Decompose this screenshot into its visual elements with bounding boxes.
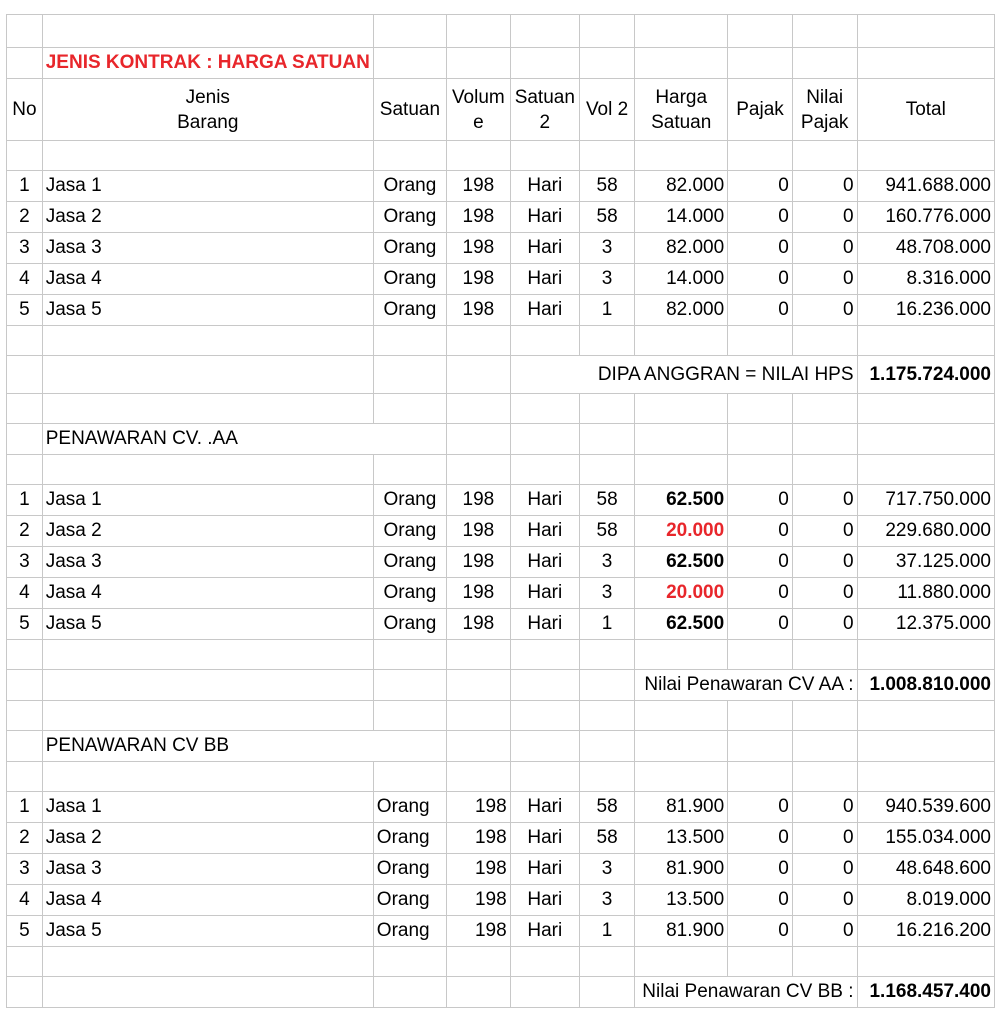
empty-row (7, 701, 995, 731)
cell-nilai-pajak: 0 (792, 823, 857, 854)
cell-total: 48.708.000 (857, 233, 994, 264)
cell-jenis-barang: Jasa 4 (42, 578, 373, 609)
cell-satuan: Orang (373, 916, 446, 947)
cell-satuan-2: Hari (510, 823, 579, 854)
cell-pajak: 0 (728, 171, 793, 202)
cell-vol-2: 3 (579, 264, 634, 295)
empty-row (7, 455, 995, 485)
empty-row (7, 141, 995, 171)
cv-bb-summary-label: Nilai Penawaran CV BB : (635, 977, 857, 1008)
empty-row (7, 640, 995, 670)
header-satuan: Satuan (373, 79, 446, 141)
cell-satuan-2: Hari (510, 792, 579, 823)
cell-jenis-barang: Jasa 2 (42, 516, 373, 547)
cell-vol-2: 58 (579, 171, 634, 202)
cell-vol-2: 3 (579, 885, 634, 916)
cell-pajak: 0 (728, 264, 793, 295)
cell-volume: 198 (447, 233, 511, 264)
cell-volume: 198 (447, 609, 511, 640)
cell-satuan: Orang (373, 295, 446, 326)
empty-row (7, 326, 995, 356)
cell-satuan: Orang (373, 578, 446, 609)
cell-satuan: Orang (373, 233, 446, 264)
cell-total: 16.216.200 (857, 916, 994, 947)
cell-no: 4 (7, 578, 43, 609)
empty-row (7, 15, 995, 48)
cell-jenis-barang: Jasa 4 (42, 264, 373, 295)
table-row (7, 485, 995, 516)
cell-jenis-barang: Jasa 4 (42, 885, 373, 916)
cell-total: 160.776.000 (857, 202, 994, 233)
table-row (7, 854, 995, 885)
cell-nilai-pajak: 0 (792, 578, 857, 609)
cell-volume: 198 (447, 295, 511, 326)
header-satuan-2: Satuan 2 (510, 79, 579, 141)
header-harga-satuan: Harga Satuan (635, 79, 728, 141)
cv-aa-summary-row (7, 670, 995, 701)
table-row (7, 202, 995, 233)
header-pajak: Pajak (728, 79, 793, 141)
table-row (7, 547, 995, 578)
cell-satuan-2: Hari (510, 609, 579, 640)
cell-vol-2: 58 (579, 516, 634, 547)
cell-nilai-pajak: 0 (792, 264, 857, 295)
cell-no: 5 (7, 295, 43, 326)
cell-vol-2: 3 (579, 547, 634, 578)
cell-harga-satuan: 62.500 (635, 547, 728, 578)
cell-volume: 198 (447, 171, 511, 202)
cell-harga-satuan: 82.000 (635, 295, 728, 326)
cell-pajak: 0 (728, 516, 793, 547)
cell-no: 4 (7, 885, 43, 916)
hps-summary-row (7, 356, 995, 394)
cell-total: 37.125.000 (857, 547, 994, 578)
cell-satuan-2: Hari (510, 578, 579, 609)
cell-volume: 198 (447, 485, 511, 516)
cell-vol-2: 3 (579, 578, 634, 609)
cell-satuan-2: Hari (510, 295, 579, 326)
cell-harga-satuan: 62.500 (635, 485, 728, 516)
cv-bb-summary-value: 1.168.457.400 (857, 977, 994, 1008)
cell-pajak: 0 (728, 202, 793, 233)
cell-vol-2: 3 (579, 233, 634, 264)
cell-pajak: 0 (728, 295, 793, 326)
cell-total: 155.034.000 (857, 823, 994, 854)
table-row (7, 578, 995, 609)
empty-row (7, 394, 995, 424)
cell-pajak: 0 (728, 792, 793, 823)
cell-total: 229.680.000 (857, 516, 994, 547)
cell-harga-satuan: 13.500 (635, 823, 728, 854)
cell-satuan-2: Hari (510, 885, 579, 916)
cell-satuan-2: Hari (510, 854, 579, 885)
cell-vol-2: 1 (579, 609, 634, 640)
cell-satuan-2: Hari (510, 916, 579, 947)
cell-nilai-pajak: 0 (792, 609, 857, 640)
cell-jenis-barang: Jasa 5 (42, 609, 373, 640)
cv-bb-title: PENAWARAN CV BB (42, 731, 446, 762)
cell-harga-satuan: 62.500 (635, 609, 728, 640)
cell-pajak: 0 (728, 578, 793, 609)
cell-pajak: 0 (728, 823, 793, 854)
cell-jenis-barang: Jasa 1 (42, 171, 373, 202)
cell-nilai-pajak: 0 (792, 516, 857, 547)
cv-aa-title: PENAWARAN CV. .AA (42, 424, 446, 455)
cell-pajak: 0 (728, 547, 793, 578)
cell-nilai-pajak: 0 (792, 295, 857, 326)
table-row (7, 823, 995, 854)
cell-satuan-2: Hari (510, 485, 579, 516)
cell-no: 1 (7, 792, 43, 823)
cell-satuan-2: Hari (510, 171, 579, 202)
hps-summary-label: DIPA ANGGRAN = NILAI HPS (510, 356, 857, 394)
empty-row (7, 947, 995, 977)
cell-nilai-pajak: 0 (792, 233, 857, 264)
cell-jenis-barang: Jasa 3 (42, 547, 373, 578)
cv-aa-title-row (7, 424, 995, 455)
cell-total: 940.539.600 (857, 792, 994, 823)
cell-pajak: 0 (728, 485, 793, 516)
cell-nilai-pajak: 0 (792, 854, 857, 885)
table-row (7, 295, 995, 326)
cell-total: 11.880.000 (857, 578, 994, 609)
cell-harga-satuan: 81.900 (635, 792, 728, 823)
cv-aa-rows (7, 485, 995, 640)
cell-volume: 198 (447, 916, 511, 947)
cell-volume: 198 (447, 547, 511, 578)
cell-pajak: 0 (728, 854, 793, 885)
cell-jenis-barang: Jasa 1 (42, 792, 373, 823)
cell-no: 5 (7, 916, 43, 947)
cell-vol-2: 1 (579, 295, 634, 326)
cell-satuan: Orang (373, 516, 446, 547)
cell-harga-satuan: 14.000 (635, 202, 728, 233)
header-jenis-barang: Jenis Barang (42, 79, 373, 141)
cv-bb-title-row (7, 731, 995, 762)
cell-volume: 198 (447, 516, 511, 547)
cell-total: 16.236.000 (857, 295, 994, 326)
cell-volume: 198 (447, 854, 511, 885)
cell-no: 4 (7, 264, 43, 295)
cell-satuan: Orang (373, 202, 446, 233)
cell-total: 941.688.000 (857, 171, 994, 202)
cell-satuan: Orang (373, 171, 446, 202)
cell-harga-satuan: 14.000 (635, 264, 728, 295)
cell-pajak: 0 (728, 916, 793, 947)
cell-jenis-barang: Jasa 3 (42, 233, 373, 264)
cell-no: 5 (7, 609, 43, 640)
cell-jenis-barang: Jasa 1 (42, 485, 373, 516)
cell-satuan: Orang (373, 792, 446, 823)
cell-satuan: Orang (373, 609, 446, 640)
header-row (7, 79, 995, 141)
cell-jenis-barang: Jasa 5 (42, 916, 373, 947)
cell-volume: 198 (447, 264, 511, 295)
cell-jenis-barang: Jasa 5 (42, 295, 373, 326)
table-row (7, 609, 995, 640)
contract-title: JENIS KONTRAK : HARGA SATUAN (42, 48, 373, 79)
header-nilai-pajak: Nilai Pajak (792, 79, 857, 141)
cell-satuan-2: Hari (510, 264, 579, 295)
table-row (7, 264, 995, 295)
cell-nilai-pajak: 0 (792, 202, 857, 233)
cell-total: 48.648.600 (857, 854, 994, 885)
cell-nilai-pajak: 0 (792, 171, 857, 202)
cell-no: 1 (7, 171, 43, 202)
cell-jenis-barang: Jasa 3 (42, 854, 373, 885)
cell-pajak: 0 (728, 233, 793, 264)
cell-vol-2: 58 (579, 823, 634, 854)
cell-satuan: Orang (373, 854, 446, 885)
table-row (7, 171, 995, 202)
table-row (7, 792, 995, 823)
cell-nilai-pajak: 0 (792, 547, 857, 578)
cell-no: 3 (7, 233, 43, 264)
table-row (7, 916, 995, 947)
cell-no: 3 (7, 854, 43, 885)
cell-nilai-pajak: 0 (792, 485, 857, 516)
cell-no: 2 (7, 202, 43, 233)
cell-no: 1 (7, 485, 43, 516)
cell-satuan: Orang (373, 485, 446, 516)
spreadsheet (6, 14, 995, 1008)
table-row (7, 516, 995, 547)
cell-total: 12.375.000 (857, 609, 994, 640)
cell-nilai-pajak: 0 (792, 792, 857, 823)
cell-no: 3 (7, 547, 43, 578)
header-total: Total (857, 79, 994, 141)
contract-title-row (7, 48, 995, 79)
cell-jenis-barang: Jasa 2 (42, 823, 373, 854)
empty-row (7, 762, 995, 792)
cell-harga-satuan: 81.900 (635, 854, 728, 885)
table-row (7, 885, 995, 916)
table-row (7, 233, 995, 264)
cell-total: 717.750.000 (857, 485, 994, 516)
cell-pajak: 0 (728, 885, 793, 916)
cell-vol-2: 58 (579, 202, 634, 233)
cell-harga-satuan: 20.000 (635, 578, 728, 609)
cell-satuan: Orang (373, 547, 446, 578)
cv-aa-summary-label: Nilai Penawaran CV AA : (635, 670, 857, 701)
hps-rows (7, 171, 995, 326)
header-vol-2: Vol 2 (579, 79, 634, 141)
cell-vol-2: 58 (579, 792, 634, 823)
cell-harga-satuan: 20.000 (635, 516, 728, 547)
header-volume: Volum e (447, 79, 511, 141)
cell-total: 8.019.000 (857, 885, 994, 916)
cell-jenis-barang: Jasa 2 (42, 202, 373, 233)
cell-harga-satuan: 82.000 (635, 233, 728, 264)
cv-bb-rows (7, 792, 995, 947)
cell-satuan-2: Hari (510, 202, 579, 233)
hps-summary-value: 1.175.724.000 (857, 356, 994, 394)
cell-satuan-2: Hari (510, 547, 579, 578)
cell-volume: 198 (447, 578, 511, 609)
cell-satuan-2: Hari (510, 516, 579, 547)
cell-satuan: Orang (373, 823, 446, 854)
cell-harga-satuan: 81.900 (635, 916, 728, 947)
cell-harga-satuan: 82.000 (635, 171, 728, 202)
cell-vol-2: 58 (579, 485, 634, 516)
cell-no: 2 (7, 823, 43, 854)
cv-aa-summary-value: 1.008.810.000 (857, 670, 994, 701)
cell-total: 8.316.000 (857, 264, 994, 295)
header-no: No (7, 79, 43, 141)
cell-volume: 198 (447, 823, 511, 854)
cell-volume: 198 (447, 885, 511, 916)
cell-volume: 198 (447, 202, 511, 233)
cell-nilai-pajak: 0 (792, 916, 857, 947)
cell-satuan: Orang (373, 264, 446, 295)
cell-no: 2 (7, 516, 43, 547)
cell-nilai-pajak: 0 (792, 885, 857, 916)
cell-volume: 198 (447, 792, 511, 823)
cell-harga-satuan: 13.500 (635, 885, 728, 916)
cell-satuan-2: Hari (510, 233, 579, 264)
cell-pajak: 0 (728, 609, 793, 640)
cell-vol-2: 1 (579, 916, 634, 947)
cv-bb-summary-row (7, 977, 995, 1008)
cell-satuan: Orang (373, 885, 446, 916)
cell-vol-2: 3 (579, 854, 634, 885)
